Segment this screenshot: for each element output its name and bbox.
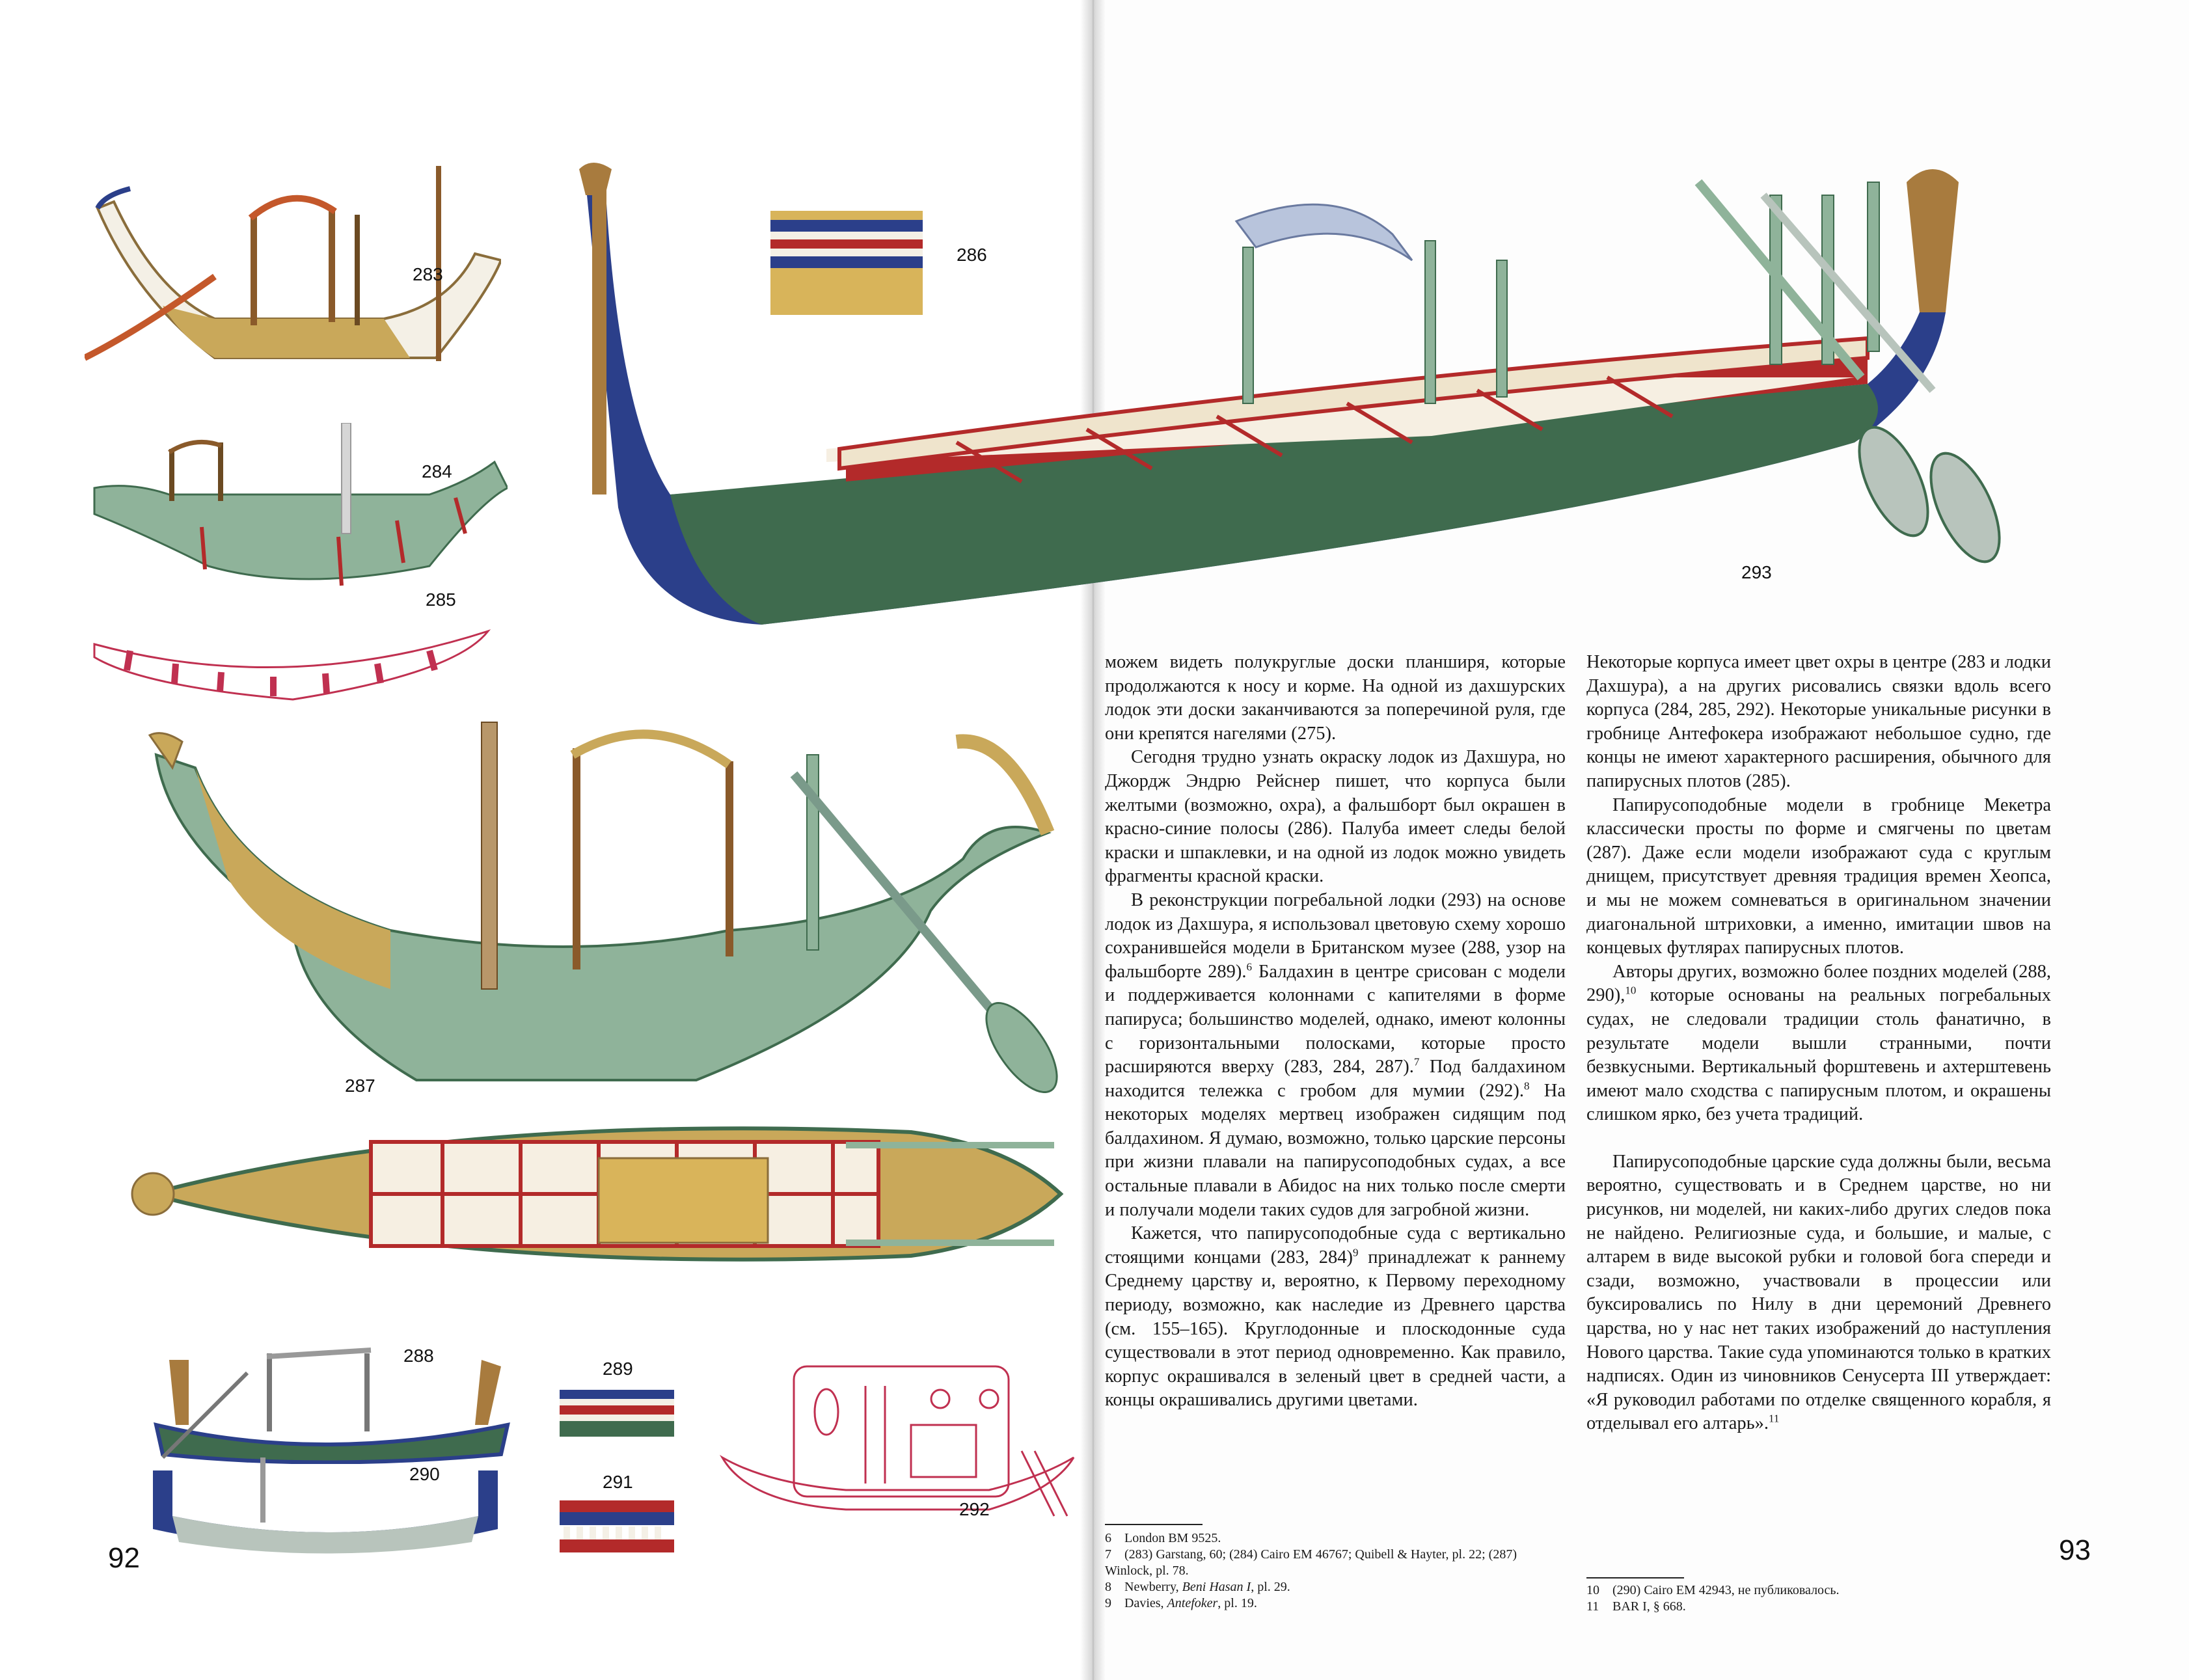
fig-label-285: 285 — [426, 589, 456, 610]
text-run: В реконструкции погребальной лодки (293) на основе лодок из Дахшура, я использовал цветовую схему хорошо сохранившейся модели в Британском музее (288, узор на фальшборте 289). — [1105, 889, 1566, 982]
text-run: которые основаны на реальных погребальных судах, не следовали традиции столь фанатично, в результате модели вышли странными, почти безвкусными. Вертикальный форштевень и ахтерштевень имеют мало сходства с папирусным плотом, и окрашены слишком ярко, без учета традиций. — [1586, 985, 2051, 1125]
boat-288-illustration — [150, 1334, 514, 1464]
pattern-289-swatch — [560, 1390, 674, 1437]
paragraph: можем видеть полукруглые доски планширя, которые продолжаются к носу и корме. На одной из дахшурских лодок эти доски заканчиваются за поперечиной руля, где они крепятся нагелями (275). — [1105, 652, 1566, 744]
boat-293-reconstruction — [566, 143, 2037, 638]
footnote: 8 Newberry, Beni Hasan I, pl. 29. — [1105, 1580, 1290, 1594]
footnote: 9 Davies, Antefoker, pl. 19. — [1105, 1596, 1257, 1610]
footnote: 10 (290) Cairo EM 42943, не публиковалось. — [1586, 1583, 1840, 1597]
text-run: принадлежат к раннему Среднему царству и, вероятно, к Первому переходному периоду, возможно, как наследие из Древнего царства (см. 155–165). Круглодонные и плоскодонные суда существовали в этот период одновременно. Как правило, корпус окрашивался в зеленый цвет в средней части, а концы окрашивались другими цветами. — [1105, 1247, 1566, 1411]
text-column-2 — [1586, 651, 2051, 1436]
paragraph — [1105, 1222, 1566, 1413]
fig-label-287: 287 — [345, 1076, 375, 1096]
footnote-ref: 7 — [1413, 1055, 1420, 1068]
text-run: Балдахин в центре срисован с модели и поддерживается колоннами с капителями в форме папируса; большинство моделей, однако, имеют колонны с горизонтальными полосками, которые просто расширяются вверху (283, 284, 287). — [1105, 961, 1566, 1077]
text-run: Под балдахином находится тележка с гробом для мумии (292). — [1105, 1057, 1566, 1101]
footnote-ref: 9 — [1352, 1246, 1359, 1259]
footnotes-left — [1105, 1530, 1517, 1612]
boat-284-illustration — [91, 423, 508, 592]
fig-label-288: 288 — [403, 1346, 434, 1366]
footnote-ref: 6 — [1246, 960, 1253, 973]
pattern-291-swatch — [560, 1500, 674, 1552]
footnote: 6 London BM 9525. — [1105, 1531, 1221, 1545]
paragraph: Папирусоподобные модели в гробнице Мекетра классически просты по форме и смягчены по цветам (287). Даже если модели изображают суда с круглым днищем, присутствует древняя традиция времен Хеопса, и мы не можем сомневаться в оригинальном значении диагональной штриховки, а именно, имитации швов на концевых футлярах папирусных плотов. — [1586, 794, 2051, 958]
text-run: Папирусоподобные царские суда должны были, весьма вероятно, существовать и в Среднем царстве, но ни рисунков, ни моделей, ни каких-либо других следов пока не найдено. Религиозные суда, и большие, и малые, с алтарем в виде высокой рубки и головой бога спереди и сзади, возможно, участвовали в процессии или буксировались по Нилу в дни церемоний Древнего царства, но у нас нет таких изображений до наступления Нового царства. Такие суда упоминаются только в кратких надписях. Один из чиновников Сенусерта III утверждает: «Я руководил работами по отделке священного корабля, я отделывал его алтарь». — [1586, 1151, 2051, 1434]
fig-label-286: 286 — [957, 245, 987, 265]
footnote-rule — [1586, 1577, 1684, 1578]
footnote-rule — [1105, 1524, 1203, 1525]
footnote: 7 (283) Garstang, 60; (284) Cairo EM 46767; Quibell & Hayter, pl. 22; (287) — [1105, 1547, 1517, 1562]
fig-label-283: 283 — [413, 264, 443, 284]
fig-label-290: 290 — [409, 1464, 440, 1484]
fig-label-289: 289 — [603, 1359, 633, 1379]
page-number-left: 92 — [108, 1542, 140, 1574]
fig-label-291: 291 — [603, 1472, 633, 1492]
fig-label-293: 293 — [1741, 562, 1772, 582]
paragraph — [1105, 889, 1566, 1222]
fig-label-284: 284 — [422, 461, 452, 481]
boat-287-illustration — [111, 716, 1074, 1093]
footnote-ref: 8 — [1524, 1079, 1530, 1092]
paragraph — [1586, 960, 2051, 1127]
footnote: Winlock, pl. 78. — [1105, 1564, 1189, 1578]
fig-label-292: 292 — [959, 1499, 990, 1519]
paragraph: Некоторые корпуса имеет цвет охры в центре (283 и лодки Дахшура), а на других рисовались связки вдоль всего корпуса (284, 285, 292). Некоторые уникальные рисунки в гробнице Антефокера изображают небольшое судно, где концы не имеют характерного расширения, обычного для папирусных плотов (285). — [1586, 652, 2051, 791]
paragraph — [1586, 1150, 2051, 1436]
paragraph: Сегодня трудно узнать окраску лодок из Дахшура, но Джордж Эндрю Рейснер пишет, что корпуса были желтыми (возможно, охра), а фальшборт был окрашен в красно-синие полосы (286). Палуба имеет следы белой краски и шпаклевки, и на одной из лодок можно увидеть фрагменты красной краски. — [1105, 747, 1566, 887]
footnote-ref: 11 — [1769, 1412, 1780, 1425]
footnote: 11 BAR I, § 668. — [1586, 1599, 1686, 1614]
boat-285-drawing — [91, 628, 495, 706]
footnotes-right — [1586, 1582, 1840, 1615]
boat-290-illustration — [146, 1457, 511, 1568]
boat-287-top-view — [130, 1119, 1074, 1269]
footnote-ref: 10 — [1625, 984, 1637, 997]
text-run: На некоторых моделях мертвец изображен сидящим под балдахином. Я думаю, возможно, только царские персоны при жизни плавали на папирусоподобных судах, а все остальные плавали в Абидос на них только после смерти и получали модели таких судов для загробной жизни. — [1105, 1080, 1566, 1220]
text-column-1 — [1105, 651, 1566, 1413]
page-number-right: 93 — [2059, 1534, 2091, 1566]
text-run: Кажется, что папирусоподобные суда с вертикально стоящими концами (283, 284) — [1105, 1223, 1566, 1267]
text-run: Авторы других, возможно более поздних моделей (288, 290), — [1586, 961, 2051, 1006]
boat-292-drawing — [716, 1360, 1080, 1523]
